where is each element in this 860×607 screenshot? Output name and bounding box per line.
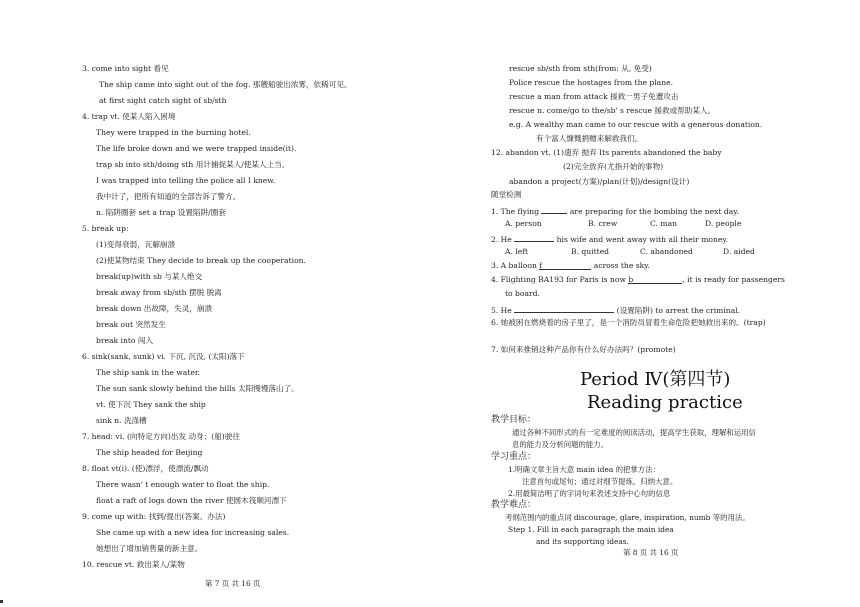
section-heading-difficulties: 教学难点： xyxy=(491,500,537,510)
vocab-item-heading: 4. trap vt. 使某人陷入困境 xyxy=(82,112,176,121)
example-line: break(up)with sb 与某人绝交 xyxy=(96,272,203,281)
difficulty-line: Step 1. Fill in each paragraph the main idea xyxy=(508,525,674,534)
quiz-option: B. quitted xyxy=(571,247,610,256)
goal-text: 通过各种不同形式的有一定难度的阅读活动，提高学生获取，理解和运用信 xyxy=(512,428,756,437)
example-line: break down 出故障，失灵，崩溃 xyxy=(96,304,213,313)
answer-blank[interactable] xyxy=(514,233,554,242)
answer-blank[interactable] xyxy=(514,304,614,313)
goal-text: 息的能力及分析问题的能力。 xyxy=(512,440,609,449)
example-line: vt. 使下沉 They sank the ship xyxy=(96,400,206,409)
example-line: at first sight catch sight of sb/sth xyxy=(99,96,227,105)
example-line: 有个富人慷慨捐赠来解救我们。 xyxy=(536,134,643,143)
quiz-option: A. left xyxy=(505,247,529,256)
section-heading-quiz: 随堂检测 xyxy=(491,190,522,199)
example-line: 她想出了增加销售量的新主意。 xyxy=(96,544,203,553)
example-line: sink n. 洗涤槽 xyxy=(96,416,147,425)
example-line: rescue a man from attack 援救一男子免遭攻击 xyxy=(509,92,679,101)
example-line: 我中计了，把所有知道的全部告诉了警方。 xyxy=(96,192,241,201)
example-line: n. 陷阱圈套 set a trap 设置陷阱/圈套 xyxy=(96,208,226,217)
answer-blank[interactable] xyxy=(541,205,567,214)
example-line: (1)变得衰弱，瓦解崩溃 xyxy=(96,240,176,249)
quiz-option: D. aided xyxy=(723,247,755,256)
key-point-line: 注意首句或尾句；通过对细节提炼，归纳大意。 xyxy=(522,477,678,486)
quiz-question-2: 2. He his wife and went away with all their money. xyxy=(491,235,729,244)
answer-blank[interactable]: b xyxy=(628,275,682,284)
vocab-item-heading: 7. head: vi. (向特定方向)出发 动身；(船)驶往 xyxy=(82,432,240,441)
quiz-question-6: 6. 她被困在燃烧着的房子里了，是一个消防员冒着生命危险把她救出来的。(trap) xyxy=(491,318,766,327)
example-line: break out 突然发生 xyxy=(96,320,166,329)
example-line: rescue n. come/go to the/sb' s rescue 援救或帮助某人。 xyxy=(509,106,716,115)
section-heading-goals: 教学目标： xyxy=(491,415,537,425)
page-footer-left: 第 7 页 共 16 页 xyxy=(205,579,261,588)
vocab-item-heading: 6. sink(sank, sunk) vi. 下沉, 沉没, (太阳)落下 xyxy=(82,352,245,361)
section-heading-key-points: 学习重点： xyxy=(491,452,537,462)
quiz-question-7: 7. 如何来推销这种产品你有什么好办法吗？(promote) xyxy=(491,345,676,354)
page-footer-right: 第 8 页 共 16 页 xyxy=(623,548,679,557)
example-line: The ship headed for Beijing xyxy=(96,448,203,457)
example-line: Police rescue the hostages from the plane. xyxy=(509,78,674,87)
right-page xyxy=(430,0,860,607)
quiz-question-5: 5. He (设置陷阱) to arrest the criminal. xyxy=(491,306,741,315)
example-line: I was trapped into telling the police all I knew. xyxy=(96,176,276,185)
key-point-line: 2.用最简洁明了的字词句来表述支持中心句的信息 xyxy=(508,489,671,498)
quiz-question-3: 3. A balloon f across the sky. xyxy=(491,261,650,270)
example-line: trap sb into sth/doing sth 用计捕捉某人/使某人上当。 xyxy=(96,160,290,169)
example-line: break into 闯入 xyxy=(96,336,154,345)
period-subtitle: Reading practice xyxy=(587,392,743,413)
difficulty-line: 考纲范围内的重点词 discourage, glare, inspiration, numb 等的用法。 xyxy=(505,513,750,522)
vocab-item-heading: 10. rescue vt. 救出某人/某物 xyxy=(82,560,185,569)
example-line: abandon a project(方案)/plan(计划)/design(设计) xyxy=(509,177,690,186)
example-line: The ship came into sight out of the fog. 那艘船驶出浓雾，依稀可见。 xyxy=(99,80,352,89)
example-line: rescue sb/sth from sth(from: 从, 免受) xyxy=(509,64,652,73)
vocab-item-heading: 5. break up: xyxy=(82,224,129,233)
quiz-option: C. abandoned xyxy=(640,247,693,256)
vocab-item-heading: 12. abandon vt. (1)遗弃 抛弃 Its parents abandoned the baby xyxy=(491,148,722,157)
quiz-question-4: 4. Flighting BA193 for Paris is now b , it is ready for passengers xyxy=(491,275,785,284)
example-line: There wasn' t enough water to float the ship. xyxy=(96,480,270,489)
example-line: break away from sb/sth 摆脱 脱离 xyxy=(96,288,222,297)
key-point-line: 1.明确文章主旨大意 main idea 的把掌方法： xyxy=(508,465,660,474)
answer-blank[interactable]: f xyxy=(539,261,591,270)
difficulty-line: and its supporting ideas. xyxy=(536,537,629,546)
quiz-question-4-cont: to board. xyxy=(505,289,540,298)
example-line: The life broke down and we were trapped inside(it). xyxy=(96,144,297,153)
example-line: (2)使某物结束 They decide to break up the cooperation. xyxy=(96,256,306,265)
corner-mark xyxy=(0,600,3,603)
example-line: She came up with a new idea for increasing sales. xyxy=(96,528,290,537)
example-line: e.g. A wealthy man came to our rescue with a generous donation. xyxy=(509,120,763,129)
quiz-question-1: 1. The flying are preparing for the bombing the next day. xyxy=(491,207,739,216)
example-line: They were trapped in the burning hotel. xyxy=(96,128,251,137)
example-line: (2)完全放弃(尤指开始的事物) xyxy=(563,162,664,171)
vocab-item-heading: 8. float vt(i). (使)漂浮，使漂流/飘动 xyxy=(82,464,209,473)
period-title: Period Ⅳ(第四节) xyxy=(580,369,731,390)
example-line: The sun sank slowly behind the hills 太阳慢慢落山了。 xyxy=(96,384,299,393)
vocab-item-heading: 3. come into sight 看见 xyxy=(82,64,169,73)
example-line: The ship sank in the water. xyxy=(96,368,201,377)
example-line: float a raft of logs down the river 使圆木筏顺河漂下 xyxy=(96,496,287,505)
quiz-option: A. person xyxy=(505,219,542,228)
vocab-item-heading: 9. come up with: 找到/提出(答案、办法) xyxy=(82,512,226,521)
quiz-option: B. crew xyxy=(588,219,618,228)
quiz-option: C. man xyxy=(650,219,677,228)
quiz-option: D. people xyxy=(705,219,742,228)
